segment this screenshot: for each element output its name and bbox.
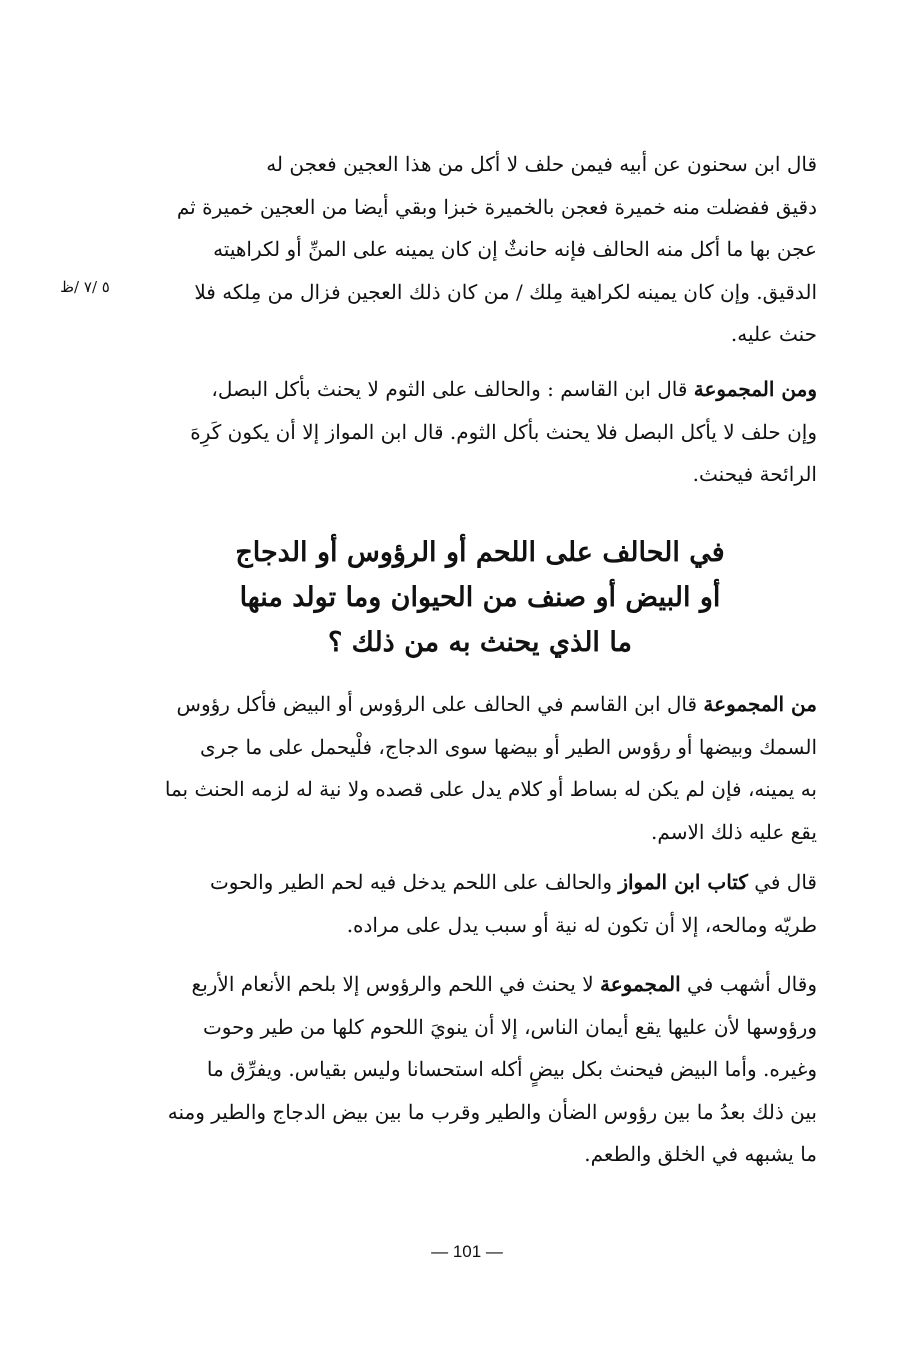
paragraph-line-text: قال ابن القاسم : والحالف على الثوم لا يحنث بأكل البصل، <box>211 377 694 401</box>
page-number: — 101 — <box>431 1242 503 1261</box>
paragraph-line <box>145 861 817 904</box>
paragraph-line: طريّه ومالحه، إلا أن تكون له نية أو سبب يدل على مراده. <box>346 912 817 937</box>
paragraph-line: وإن حلف لا يأكل البصل فلا يحنث بأكل الثوم. قال ابن المواز إلا أن يكون كَرِهَ <box>190 419 817 444</box>
paragraph-line: حنث عليه. <box>730 322 817 346</box>
paragraph-5 <box>145 963 817 1176</box>
paragraph-line: بين ذلك بعدُ ما بين رؤوس الضأن والطير وقرب ما بين بيض الدجاج والطير ومنه <box>167 1099 817 1124</box>
bold-source-reference: المجموعة <box>599 972 681 996</box>
paragraph-2 <box>145 368 817 496</box>
paragraph-line: الرائحة فيحنث. <box>692 462 817 486</box>
paragraph-line-text: قال ابن القاسم في الحالف على الرؤوس أو البيض فأكل رؤوس <box>176 692 704 716</box>
paragraph-line: يقع عليه ذلك الاسم. <box>651 819 817 844</box>
paragraph-line: عجن بها ما أكل منه الحالف فإنه حانثٌ إن كان يمينه على المنِّ أو لكراهيته <box>213 237 817 261</box>
heading-line: أو البيض أو صنف من الحيوان وما تولد منها <box>239 582 721 613</box>
heading-line: في الحالف على اللحم أو الرؤوس أو الدجاج <box>235 537 725 568</box>
paragraph-line-text: والحالف على اللحم يدخل فيه لحم الطير والحوت <box>209 870 619 894</box>
paragraph-line: ورؤوسها لأن عليها يقع أيمان الناس، إلا أن ينويَ اللحوم كلها من طير وحوت <box>202 1014 817 1039</box>
paragraph-line: به يمينه، فإن لم يكن له بساط أو كلام يدل على قصده ولا نية له لزمه الحنث بما <box>164 777 817 801</box>
paragraph-line: ما يشبهه في الخلق والطعم. <box>584 1142 817 1166</box>
bold-source-reference: من المجموعة <box>703 692 817 716</box>
paragraph-line <box>145 963 817 1006</box>
paragraph-line <box>145 368 817 411</box>
paragraph-line: الدقيق. وإن كان يمينه لكراهية مِلك / من كان ذلك العجين فزال من مِلكه فلا <box>194 279 817 304</box>
paragraph-1 <box>145 143 817 356</box>
paragraph-line-text: قال في <box>747 870 817 894</box>
paragraph-line-text: لا يحنث في اللحم والرؤوس إلا بلحم الأنعام الأربع <box>191 972 600 996</box>
paragraph-line: وغيره. وأما البيض فيحنث بكل بيضٍ أكله استحسانا وليس بقياس. ويفرِّق ما <box>206 1057 817 1081</box>
paragraph-line: السمك وبيضها أو رؤوس الطير أو بيضها سوى الدجاج، فلْيحمل على ما جرى <box>200 734 817 759</box>
bold-source-reference: ومن المجموعة <box>693 377 817 401</box>
paragraph-line: قال ابن سحنون عن أبيه فيمن حلف لا أكل من هذا العجين فعجن له <box>266 152 817 176</box>
heading-line: ما الذي يحنث به من ذلك ؟ <box>327 627 633 658</box>
section-heading <box>180 530 780 665</box>
paragraph-line-text: وقال أشهب في <box>680 972 817 996</box>
paragraph-3 <box>145 683 817 853</box>
paragraph-4 <box>145 861 817 946</box>
paragraph-line: دقيق ففضلت منه خميرة فعجن بالخميرة خبزا وبقي أيضا من العجين خميرة ثم <box>176 194 817 219</box>
margin-folio-reference: ٥ /٧ /ظ <box>60 278 110 296</box>
bold-source-reference: كتاب ابن المواز <box>618 870 748 894</box>
paragraph-line <box>145 683 817 726</box>
